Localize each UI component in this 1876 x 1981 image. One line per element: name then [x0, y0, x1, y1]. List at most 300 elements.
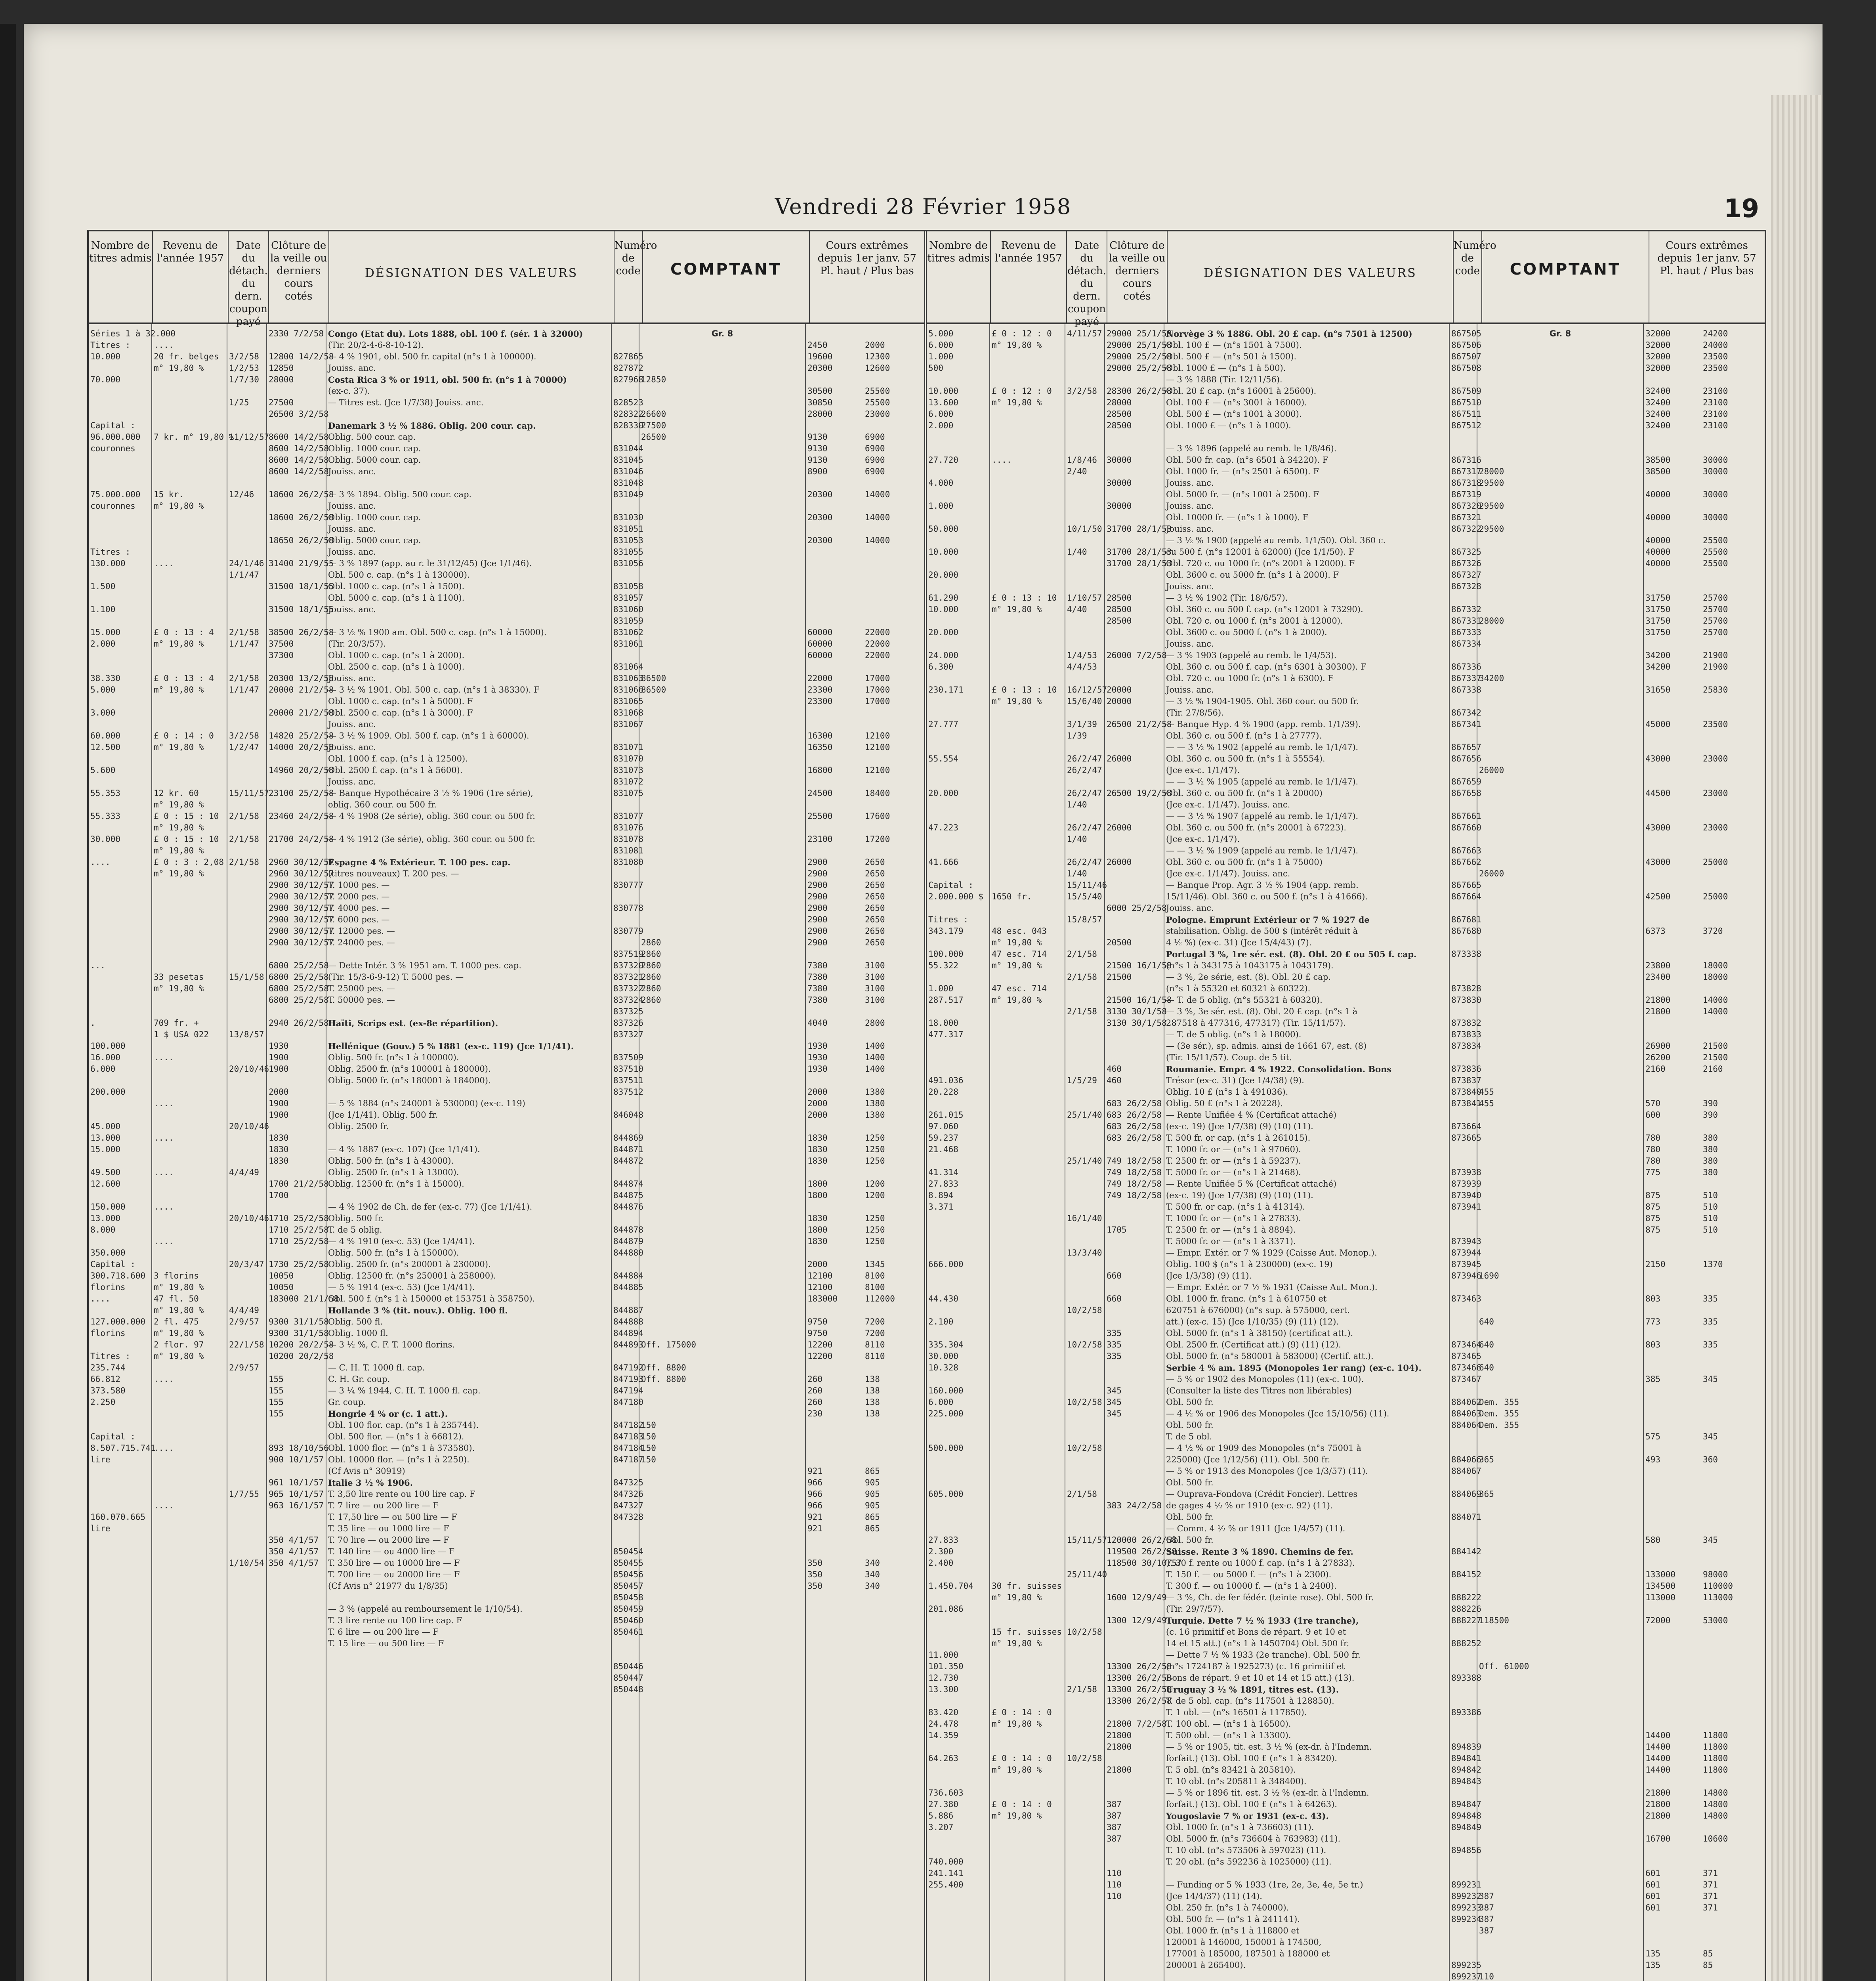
revenu-cell — [992, 581, 1063, 592]
cours_high-cell — [1645, 834, 1700, 845]
date-cell — [229, 1098, 265, 1109]
revenu-cell — [992, 1500, 1063, 1512]
date-cell — [1067, 351, 1103, 363]
revenu-cell — [992, 1121, 1063, 1132]
cloture-cell: 21700 24/2/58 — [269, 834, 334, 844]
page-number: 19 — [1723, 194, 1759, 223]
code-cell — [1451, 1213, 1475, 1224]
cours_high-cell: 9130 — [807, 455, 828, 465]
designation-line: — 3 ½ % 1909. Obl. 500 f. cap. (n°s 1 à 60000). — [328, 731, 529, 740]
left-body — [89, 324, 924, 1981]
nombre-cell — [90, 650, 150, 661]
cours_low-cell: 112000 — [865, 1294, 895, 1303]
designation-line: T. 100 obl. — (n°s 1 à 16500). — [1166, 1719, 1291, 1729]
revenu-cell — [154, 546, 225, 558]
cloture-cell — [1107, 949, 1162, 960]
date-cell — [1067, 1557, 1103, 1569]
code-cell — [1451, 1833, 1475, 1845]
cloture-cell: 28500 — [1107, 605, 1132, 614]
revenu-cell: m° 19,80 % — [992, 697, 1042, 706]
nombre-cell — [928, 1282, 988, 1293]
designation-line: T. 20 obl. (n°s 592236 à 1025000) (11). — [1166, 1857, 1332, 1866]
cloture-cell: 110 — [1107, 1880, 1122, 1889]
cours_high-cell: 2900 — [807, 938, 828, 947]
code-cell: 850459 — [613, 1604, 643, 1614]
cours_low-cell: 25830 — [1703, 685, 1728, 695]
comptant-cell: 26500 — [641, 432, 666, 442]
cours_low-cell: 10600 — [1703, 1834, 1728, 1844]
left-column-headers — [89, 231, 924, 328]
cours_low-cell — [1703, 1408, 1757, 1420]
cours_high-cell: 1800 — [807, 1179, 828, 1189]
date-cell: 15/8/57 — [1067, 915, 1102, 924]
designation-line: Obl. 1000 fr. franc. (n°s 1 à 610750 et — [1166, 1294, 1327, 1303]
cours_low-cell — [865, 661, 919, 673]
cloture-cell: 20000 — [1107, 685, 1132, 695]
cloture-cell: 155 — [269, 1374, 284, 1384]
code-cell: 867511 — [1451, 409, 1481, 419]
date-cell — [1067, 1695, 1103, 1707]
code-cell: 867342 — [1451, 708, 1481, 718]
comptant-cell — [641, 363, 803, 374]
comptant-cell — [1479, 604, 1641, 615]
comptant-cell — [1479, 1879, 1641, 1891]
nombre-cell: 97.060 — [928, 1122, 958, 1131]
cours_low-cell: 18000 — [1703, 972, 1728, 982]
cloture-cell — [269, 386, 324, 397]
designation-line: — 3 ½ %, C. F. T. 1000 florins. — [328, 1340, 455, 1349]
revenu-cell — [154, 891, 225, 903]
code-cell: 831070 — [613, 754, 643, 763]
revenu-cell — [154, 1190, 225, 1201]
code-cell: 867316 — [1451, 455, 1481, 465]
designation-line: Obl. 1000 fr. — (n°s 2501 à 6500). F — [1166, 467, 1319, 476]
designation-line: — 5 % or 1905, tit. est. 3 ½ % (ex-dr. à l'Indemn. — [1166, 1742, 1372, 1752]
nombre-cell — [928, 971, 988, 983]
cours_low-cell — [865, 569, 919, 581]
cours_low-cell — [1703, 903, 1757, 914]
date-cell — [1067, 960, 1103, 971]
cours_low-cell — [1703, 1397, 1757, 1408]
cours_high-cell: 22000 — [807, 674, 833, 683]
nombre-cell — [90, 408, 150, 420]
designation-line: Espagne 4 % Extérieur. T. 100 pes. cap. — [328, 857, 511, 867]
cours_low-cell — [865, 500, 919, 512]
date-cell — [229, 1454, 265, 1466]
date-cell — [1067, 937, 1103, 949]
date-cell: 15/6/40 — [1067, 697, 1102, 706]
cours_high-cell: 12100 — [807, 1271, 833, 1281]
date-cell — [1067, 1638, 1103, 1649]
revenu-cell: .... — [154, 1202, 174, 1212]
nombre-cell — [928, 1776, 988, 1787]
date-cell — [1067, 535, 1103, 546]
cours_low-cell: 11800 — [1703, 1742, 1728, 1752]
nombre-cell: 255.400 — [928, 1880, 964, 1889]
revenu-cell — [992, 1029, 1063, 1040]
revenu-cell: £ 0 : 14 : 0 — [992, 1708, 1052, 1717]
cloture-cell: 18600 26/2/58 — [269, 513, 334, 522]
revenu-cell — [154, 1512, 225, 1523]
revenu-cell: m° 19,80 % — [154, 823, 204, 832]
revenu-cell — [154, 1362, 225, 1374]
cloture-cell: 2940 26/2/58 — [269, 1018, 329, 1028]
code-cell: 837509 — [613, 1053, 643, 1062]
designation-line: (Tir. 27/8/56). — [1166, 708, 1224, 718]
cours_low-cell — [1703, 845, 1757, 857]
designation-line: Oblig. 1000 cour. cap. — [328, 513, 421, 522]
cours_high-cell — [1645, 1466, 1700, 1477]
nombre-cell — [928, 1638, 988, 1649]
cours_high-cell — [1645, 983, 1700, 994]
designation-line — [1166, 1868, 1447, 1879]
comptant-cell — [1479, 1029, 1641, 1040]
code-cell: 867332 — [1451, 605, 1481, 614]
revenu-cell — [992, 638, 1063, 650]
nombre-cell: 6.000 — [928, 409, 954, 419]
designation-line: Obl. 2500 fr. (Certificat att.) (9) (11) (12). — [1166, 1340, 1341, 1349]
designation-line: T. 3,50 lire rente ou 100 lire cap. F — [328, 1489, 475, 1499]
date-cell — [1067, 1178, 1103, 1190]
nombre-cell — [90, 719, 150, 730]
cours_high-cell — [1645, 638, 1700, 650]
date-cell — [1067, 500, 1103, 512]
revenu-cell — [992, 1615, 1063, 1626]
date-cell — [229, 1351, 265, 1362]
revenu-cell — [992, 650, 1063, 661]
cours_low-cell: 380 — [1703, 1145, 1718, 1154]
nombre-cell — [928, 1523, 988, 1534]
date-cell — [229, 535, 265, 546]
cours_high-cell: 43000 — [1645, 823, 1671, 832]
cloture-cell: 20500 — [1107, 938, 1132, 947]
designation-line: Obl. 360 c. ou 500 fr. (n°s 1 à 20000) — [1166, 788, 1323, 798]
cours_low-cell — [865, 753, 919, 765]
cours_high-cell: 2150 — [1645, 1260, 1666, 1269]
cours_low-cell — [1703, 1305, 1757, 1316]
comptant-cell — [1479, 1822, 1641, 1833]
revenu-cell — [992, 1443, 1063, 1454]
comptant-cell: 387 — [1479, 1914, 1494, 1924]
date-cell — [229, 386, 265, 397]
designation-line: Obl. 500 fr. — [1166, 1420, 1214, 1430]
revenu-cell — [992, 719, 1063, 730]
nombre-cell: 27.720 — [928, 455, 958, 465]
nombre-cell: 127.000.000 — [90, 1317, 146, 1326]
cours_low-cell: 510 — [1703, 1191, 1718, 1200]
code-cell: 831075 — [613, 788, 643, 798]
revenu-cell — [154, 926, 225, 937]
code-cell — [1451, 834, 1475, 845]
comptant-cell — [641, 661, 803, 673]
cloture-cell: 2960 30/12/57 — [269, 857, 334, 867]
designation-line: Obl. 100 flor. cap. (n°s 1 à 235744). — [328, 1420, 479, 1430]
comptant-cell — [641, 834, 803, 845]
cours_low-cell: 2160 — [1703, 1064, 1723, 1074]
code-cell: 831045 — [613, 455, 643, 465]
revenu-cell: .... — [154, 1443, 174, 1453]
date-cell: 1/40 — [1067, 834, 1087, 844]
comptant-cell — [1479, 926, 1641, 937]
cours_low-cell: 14000 — [865, 490, 890, 499]
comptant-cell — [1479, 489, 1641, 500]
comptant-cell — [1479, 1201, 1641, 1213]
date-cell — [229, 903, 265, 914]
cloture-cell: 9300 31/1/58 — [269, 1317, 329, 1326]
cours_high-cell — [1645, 1247, 1700, 1259]
cours_high-cell — [1645, 1776, 1700, 1787]
revenu-cell — [154, 397, 225, 408]
cours_low-cell — [1703, 1546, 1757, 1557]
cours_high-cell — [1645, 1178, 1700, 1190]
cours_high-cell — [807, 1201, 862, 1213]
cloture-cell: 21500 — [1107, 972, 1132, 982]
nombre-cell: 12.730 — [928, 1673, 958, 1683]
cours_high-cell — [1645, 1971, 1700, 1981]
designation-line: Obl. 1000 fr. (n°s 1 à 736603) (11). — [1166, 1823, 1314, 1832]
nombre-cell — [928, 1063, 988, 1075]
cours_low-cell: 17000 — [865, 697, 890, 706]
cours_high-cell — [1645, 937, 1700, 949]
comptant-cell — [1479, 1512, 1641, 1523]
cours_low-cell — [1703, 523, 1757, 535]
cours_low-cell — [1703, 1420, 1757, 1431]
header-cloture: Clôture de la veille ou derniers cours cotés — [269, 231, 329, 323]
cours_low-cell — [865, 719, 919, 730]
revenu-cell — [992, 1075, 1063, 1086]
comptant-cell — [641, 604, 803, 615]
cours_high-cell: 1830 — [807, 1237, 828, 1246]
revenu-cell — [992, 1477, 1063, 1489]
designation-line: T. 140 lire — ou 4000 lire — F — [328, 1547, 455, 1556]
comptant-cell — [1479, 822, 1641, 834]
nombre-cell: Titres : — [90, 547, 131, 557]
cours_low-cell: 110000 — [1703, 1581, 1733, 1591]
code-cell: 873830 — [1451, 995, 1481, 1005]
comptant-cell — [1479, 1638, 1641, 1649]
code-cell: 847194 — [613, 1386, 643, 1395]
cloture-cell: 6800 25/2/58 — [269, 972, 329, 982]
cloture-cell: 2900 30/12/57 — [269, 915, 334, 924]
date-cell — [229, 466, 265, 477]
cloture-cell: 110 — [1107, 1891, 1122, 1901]
code-cell: 831049 — [613, 490, 643, 499]
comptant-cell — [641, 581, 803, 592]
date-cell: 25/1/40 — [1067, 1110, 1102, 1120]
date-cell — [1067, 1017, 1103, 1029]
designation-line: Jouiss. anc. — [328, 501, 376, 511]
designation-line: — Rente Unifiée 4 % (Certificat attaché) — [1166, 1110, 1337, 1120]
nombre-cell: 2.100 — [928, 1317, 954, 1326]
date-cell: 15/11/57 — [229, 788, 269, 798]
comptant-cell — [1479, 1810, 1641, 1822]
cloture-cell — [269, 753, 324, 765]
cours_high-cell: 12200 — [807, 1340, 833, 1349]
nombre-cell: 55.322 — [928, 961, 958, 970]
cours_low-cell — [1703, 1512, 1757, 1523]
nombre-cell: 1.000 — [928, 501, 954, 511]
cours_high-cell: 803 — [1645, 1294, 1660, 1303]
cours_high-cell — [1645, 523, 1700, 535]
cours_low-cell: 138 — [865, 1397, 880, 1407]
revenu-cell — [154, 512, 225, 523]
nombre-cell: 100.000 — [928, 949, 964, 959]
cours_high-cell: 40000 — [1645, 490, 1671, 499]
comptant-cell — [1479, 408, 1641, 420]
code-cell — [1451, 799, 1475, 811]
designation-line: 225000) (Jce 1/12/56) (11). Obl. 500 fr. — [1166, 1455, 1330, 1464]
revenu-cell — [992, 1109, 1063, 1121]
date-cell — [1067, 443, 1103, 454]
date-cell — [229, 615, 265, 627]
date-cell — [229, 1466, 265, 1477]
revenu-cell: .... — [154, 1168, 174, 1177]
code-cell: 831030 — [613, 513, 643, 522]
cours_low-cell — [1703, 1776, 1757, 1787]
cours_low-cell — [1703, 443, 1757, 454]
revenu-cell: m° 19,80 % — [154, 1328, 204, 1338]
cours_high-cell — [807, 615, 862, 627]
nombre-cell — [90, 845, 150, 857]
designation-line: Jouiss. anc. — [328, 363, 376, 373]
cours_low-cell: 3720 — [1703, 926, 1723, 936]
designation-line: Obl. 5000 c. cap. (n°s 1 à 1100). — [328, 593, 465, 603]
date-cell — [1067, 776, 1103, 788]
comptant-cell — [641, 811, 803, 822]
nombre-cell: 14.359 — [928, 1731, 958, 1740]
cours_high-cell: 32000 — [1645, 352, 1671, 361]
date-cell — [229, 707, 265, 719]
date-cell — [1067, 1132, 1103, 1144]
cloture-cell — [269, 822, 324, 834]
code-cell: 837320 — [613, 961, 643, 970]
date-cell — [1067, 558, 1103, 569]
nombre-cell — [928, 1224, 988, 1236]
code-cell: 867508 — [1451, 363, 1481, 373]
revenu-cell — [154, 1086, 225, 1098]
revenu-cell: m° 19,80 % — [154, 501, 204, 511]
nombre-cell — [90, 753, 150, 765]
code-cell: 873945 — [1451, 1260, 1481, 1269]
cloture-cell — [1107, 742, 1162, 753]
designation-line — [328, 408, 609, 420]
cloture-cell: 660 — [1107, 1294, 1122, 1303]
comptant-cell — [1479, 1282, 1641, 1293]
cours_high-cell — [807, 1420, 862, 1431]
nombre-cell: 201.086 — [928, 1604, 964, 1614]
revenu-cell — [992, 1305, 1063, 1316]
date-cell: 2/9/57 — [229, 1363, 259, 1372]
designation-line: (Tir. 20/3/57). — [328, 639, 386, 649]
nombre-cell: 200.000 — [90, 1087, 126, 1097]
cloture-cell: 118500 30/10/57 — [1107, 1558, 1182, 1568]
revenu-cell: m° 19,80 % — [992, 1765, 1042, 1775]
revenu-cell: m° 19,80 % — [992, 398, 1042, 407]
cloture-cell — [1107, 1512, 1162, 1523]
revenu-cell — [992, 1155, 1063, 1167]
cloture-cell — [1107, 1856, 1162, 1868]
cours_high-cell: 875 — [1645, 1191, 1660, 1200]
cours_high-cell — [1645, 1408, 1700, 1420]
cours_low-cell — [1703, 707, 1757, 719]
comptant-cell — [641, 615, 803, 627]
date-cell — [1067, 1098, 1103, 1109]
nombre-cell — [928, 1845, 988, 1856]
code-cell: 867337 — [1451, 674, 1481, 683]
nombre-cell — [928, 535, 988, 546]
code-cell: 837326 — [613, 1018, 643, 1028]
cours_low-cell: 12600 — [865, 363, 890, 373]
revenu-cell — [992, 1534, 1063, 1546]
cloture-cell: 1830 — [269, 1145, 289, 1154]
date-cell — [229, 1397, 265, 1408]
date-cell — [229, 799, 265, 811]
date-cell: 1/8/46 — [1067, 455, 1097, 465]
revenu-cell — [992, 1374, 1063, 1385]
code-cell: 850455 — [613, 1558, 643, 1568]
cours_high-cell — [1645, 1086, 1700, 1098]
nombre-cell — [928, 558, 988, 569]
code-cell — [1451, 443, 1475, 454]
comptant-cell — [641, 535, 803, 546]
comptant-cell — [641, 742, 803, 753]
date-cell: 20/10/46 — [229, 1214, 269, 1223]
date-cell — [1067, 926, 1103, 937]
code-cell: 831066 — [613, 685, 643, 695]
designation-line: 14 et 15 att.) (n°s 1 à 1450704) Obl. 500 fr. — [1166, 1639, 1349, 1648]
revenu-cell: m° 19,80 % — [154, 639, 204, 649]
code-cell — [1451, 1006, 1475, 1017]
cours_high-cell: 350 — [807, 1581, 823, 1591]
nombre-cell: 8.894 — [928, 1191, 954, 1200]
nombre-cell: 45.000 — [90, 1122, 120, 1131]
nombre-cell — [928, 776, 988, 788]
designation-line: Obl. 5000 fr. (n°s 1 à 38150) (certificat att.). — [1166, 1328, 1353, 1338]
code-cell — [613, 1040, 637, 1052]
nombre-cell — [90, 891, 150, 903]
cloture-cell: 21500 16/1/58 — [1107, 961, 1172, 970]
column-cloture — [267, 324, 339, 1981]
revenu-cell: m° 19,80 % — [992, 1639, 1042, 1648]
designation-line — [328, 1086, 609, 1098]
cours_low-cell: 17000 — [865, 685, 890, 695]
cours_low-cell — [1703, 1247, 1757, 1259]
revenu-cell — [154, 914, 225, 926]
date-cell — [1067, 1282, 1103, 1293]
comptant-cell: Off. 61000 — [1479, 1662, 1529, 1671]
code-cell — [613, 386, 637, 397]
comptant-cell: 26600 — [641, 409, 666, 419]
nombre-cell: Titres : — [90, 340, 131, 350]
comptant-cell — [1479, 1960, 1641, 1971]
designation-line: ou 500 f. (n°s 12001 à 62000) (Jce 1/1/50). F — [1166, 547, 1355, 557]
nombre-cell — [90, 880, 150, 891]
designation-line: — — 3 ½ % 1905 (appelé au remb. le 1/1/47). — [1166, 777, 1359, 786]
designation-line: forfait.) (13). Obl. 100 £ (n°s 1 à 64263). — [1166, 1800, 1337, 1809]
cloture-cell — [1107, 535, 1162, 546]
code-cell: 873840 — [1451, 1087, 1481, 1097]
designation-line: Obl. 5000 fr. (n°s 580001 à 583000) (Certif. att.). — [1166, 1351, 1374, 1361]
nombre-cell — [90, 1236, 150, 1247]
designation-line: Turquie. Dette 7 ½ % 1933 (1re tranche), — [1166, 1616, 1359, 1626]
comptant-cell — [641, 1086, 803, 1098]
nombre-cell — [928, 1833, 988, 1845]
cours_high-cell: 24500 — [807, 788, 833, 798]
code-cell: 844869 — [613, 1133, 643, 1143]
cours_low-cell — [1703, 1695, 1757, 1707]
date-cell: 16/12/57 — [1067, 685, 1107, 695]
nombre-cell: 4.000 — [928, 478, 954, 488]
